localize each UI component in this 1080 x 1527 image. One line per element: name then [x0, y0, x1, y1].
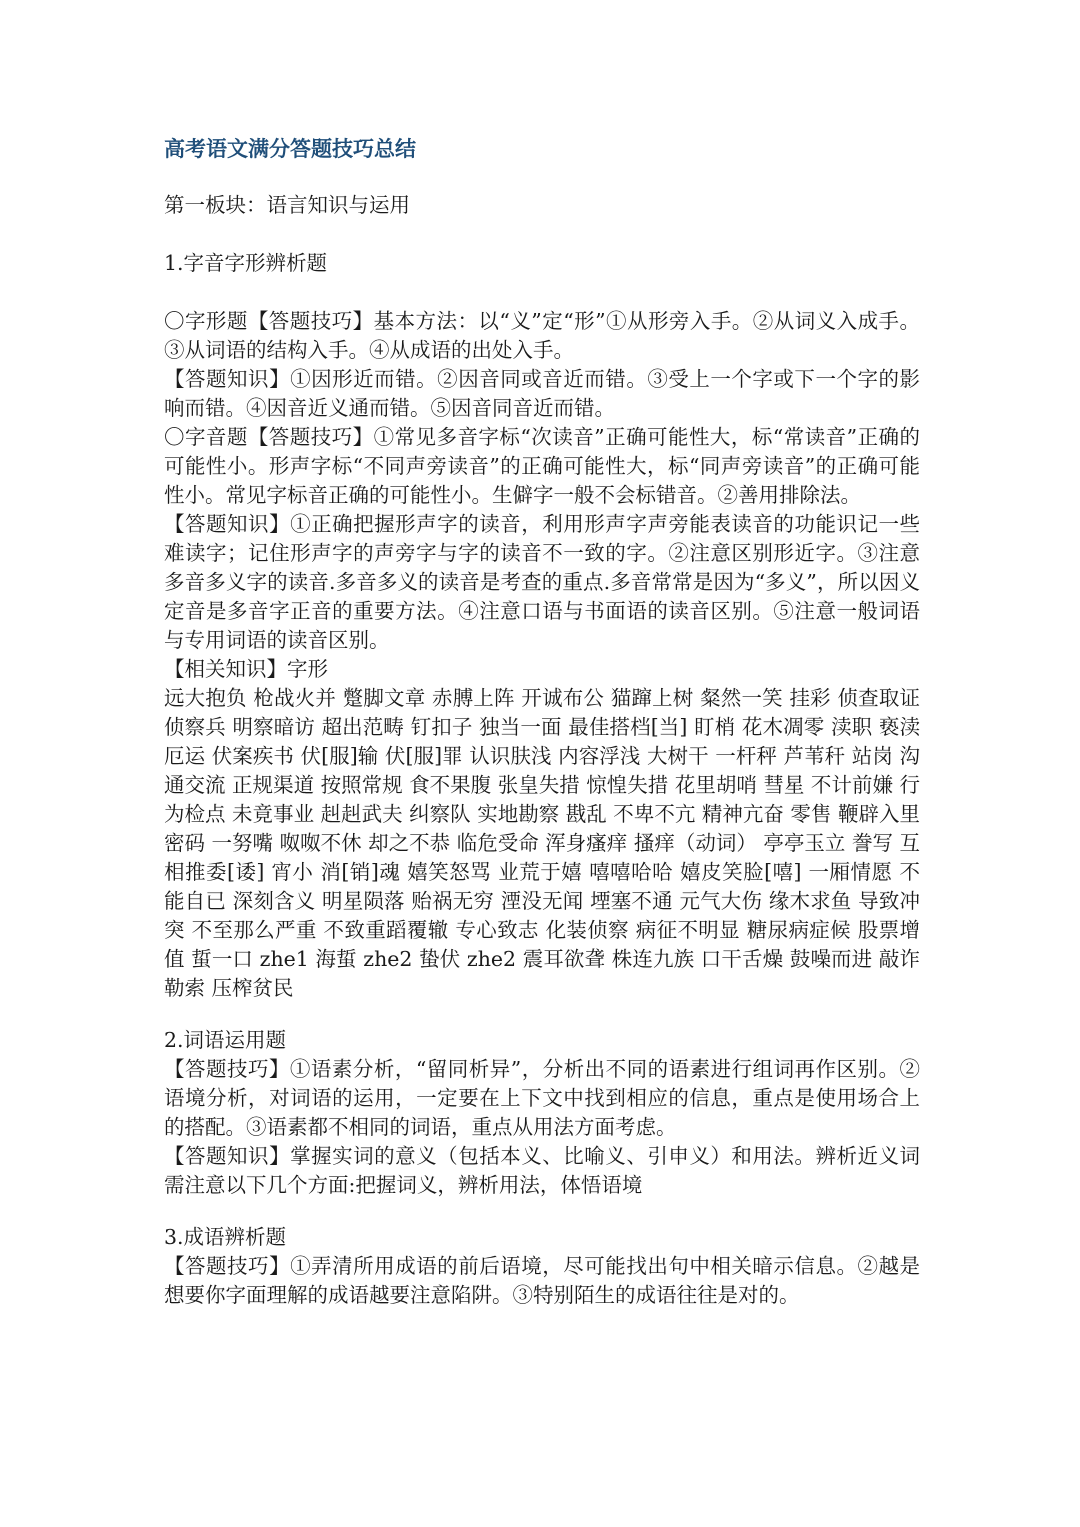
- section-heading: 3.成语辨析题: [164, 1225, 287, 1249]
- paragraph: 【答题知识】①因形近而错。②因音同或音近而错。③受上一个字或下一个字的影响而错。④因音近义通而错。⑤因音同音近而错。: [164, 367, 920, 420]
- paragraph: 〇字音题【答题技巧】①常见多音字标“次读音”正确可能性大，标“常读音”正确的可能性小。形声字标“不同声旁读音”的正确可能性大，标“同声旁读音”的正确可能性小。常见字标音正确的可能性小。生僻字一般不会标错音。②善用排除法。: [164, 425, 920, 507]
- section-heading: 2.词语运用题: [164, 1028, 287, 1052]
- paragraph: 【答题知识】掌握实词的意义（包括本义、比喻义、引申义）和用法。辨析近义词需注意以下几个方面:把握词义，辨析用法，体悟语境: [164, 1144, 920, 1197]
- section-1: [164, 249, 920, 1003]
- paragraph: 【答题技巧】①语素分析，“留同析异”，分析出不同的语素进行组词再作区别。②语境分析，对词语的运用，一定要在上下文中找到相应的信息，重点是使用场合上的搭配。③语素都不相同的词语，重点从用法方面考虑。: [164, 1057, 920, 1139]
- word-list-paragraph: 远大抱负 枪战火并 蹩脚文章 赤膊上阵 开诚布公 猫蹿上树 粲然一笑 挂彩 侦查取证 侦察兵 明察暗访 超出范畴 钉扣子 独当一面 最佳搭档[当] 盯梢 花木凋零 渎职 亵渎 厄运 伏案疾书 伏[服]输 伏[服]罪 认识肤浅 内容浮浅 大树干 一杆秤 芦苇秆 站岗 沟通交流 正规渠道 按照常规 食不果腹 张皇失措 惊惶失措 花里胡哨 彗星 不计前嫌 行为检点 未竟事业 赳赳武夫 纠察队 实地勘察 戡乱 不卑不亢 精神亢奋 零售 鞭辟入里 密码 一努嘴 呶呶不休 却之不恭 临危受命 浑身瘙痒 搔痒（动词） 亭亭玉立 誊写 互相推委[诿] 宵小 消[销]魂 嬉笑怒骂 业荒于嬉 嘻嘻哈哈 嬉皮笑脸[嘻] 一厢情愿 不能自已 深刻含义 明星陨落 贻祸无穷 湮没无闻 堙塞不通 元气大伤 缘木求鱼 导致冲突 不至那么严重 不致重蹈覆辙 专心致志 化装侦察 病征不明显 糖尿病症候 股票增值 蜇一口 zhe1 海蜇 zhe2 蛰伏 zhe2 震耳欲聋 株连九族 口干舌燥 鼓噪而进 敲诈勒索 压榨贫民: [164, 686, 920, 1000]
- paragraph: 〇字形题【答题技巧】基本方法：以“义”定“形”①从形旁入手。②从词义入成手。③从词语的结构入手。④从成语的出处入手。: [164, 309, 920, 362]
- section-heading: 1.字音字形辨析题: [164, 251, 328, 275]
- paragraph: 【答题技巧】①弄清所用成语的前后语境，尽可能找出句中相关暗示信息。②越是想要你字面理解的成语越要注意陷阱。③特别陌生的成语往往是对的。: [164, 1254, 920, 1307]
- document-title: 高考语文满分答题技巧总结: [164, 137, 416, 161]
- block-title: 第一板块：语言知识与运用: [164, 193, 410, 217]
- paragraph: 【相关知识】字形: [164, 657, 328, 681]
- section-2: [164, 1026, 920, 1200]
- paragraph: 【答题知识】①正确把握形声字的读音，利用形声字声旁能表读音的功能识记一些难读字；记住形声字的声旁字与字的读音不一致的字。②注意区别形近字。③注意多音多义字的读音.多音多义的读音是考查的重点.多音常常是因为“多义”，所以因义定音是多音字正音的重要方法。④注意口语与书面语的读音区别。⑤注意一般词语与专用词语的读音区别。: [164, 512, 920, 652]
- section-3: [164, 1223, 920, 1310]
- document-content: [164, 131, 920, 1310]
